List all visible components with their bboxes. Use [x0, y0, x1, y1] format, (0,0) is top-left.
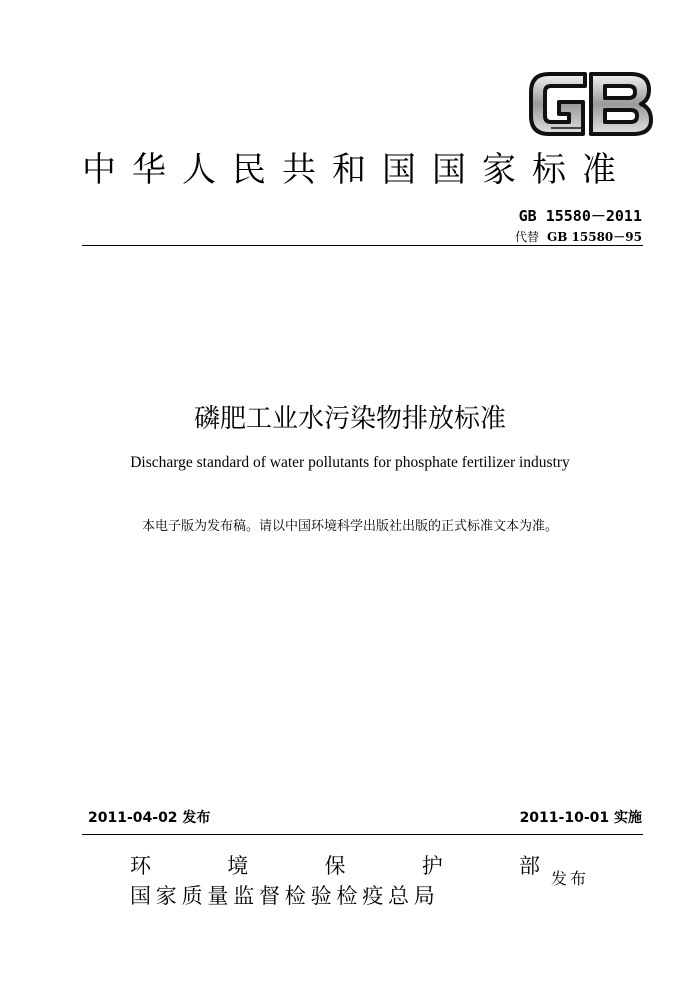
- issuer-ministry: [130, 850, 540, 880]
- issuer-ministry-char: 境: [227, 854, 249, 878]
- release-date: 2011-04-02 发布: [88, 810, 211, 826]
- header-divider: [82, 245, 643, 246]
- replaces-line: [515, 228, 642, 245]
- implementation-date: 2011-10-01 实施: [519, 810, 642, 826]
- standard-title-en: Discharge standard of water pollutants for phosphate fertilizer industry: [130, 454, 570, 471]
- footer-divider: [82, 834, 643, 835]
- gb-logo: [527, 68, 655, 140]
- standard-number: GB 15580－2011: [518, 207, 642, 225]
- issuer-ministry-char: 环: [130, 854, 151, 878]
- issue-label: 发布: [551, 869, 590, 888]
- standard-title-cn: 磷肥工业水污染物排放标准: [193, 404, 506, 434]
- electronic-version-note: 本电子版为发布稿。请以中国环境科学出版社出版的正式标准文本为准。: [141, 519, 558, 534]
- national-standard-title: 中华人民共和国国家标准: [82, 150, 632, 190]
- issuer-ministry-char: 保: [324, 854, 346, 878]
- issuer-ministry-char: 部: [519, 854, 540, 878]
- replaces-number: GB 15580－95: [546, 230, 642, 244]
- issuer-ministry-char: 护: [421, 854, 443, 878]
- replaces-label: 代替: [514, 230, 539, 244]
- issuer-aqsiq: 国家质量监督检验检疫总局: [130, 884, 440, 908]
